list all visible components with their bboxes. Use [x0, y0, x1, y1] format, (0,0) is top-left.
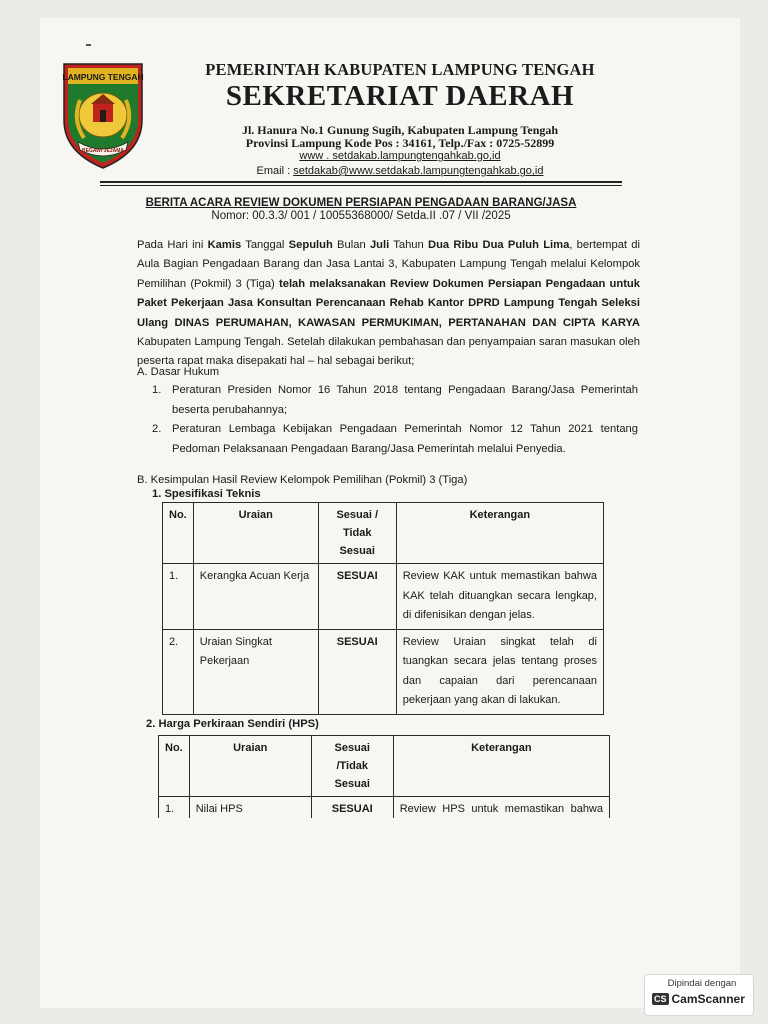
- email-link[interactable]: setdakab@www.setdakab.lampungtengahkab.go,id: [293, 165, 544, 177]
- intro-day: Kamis: [207, 239, 242, 251]
- legal-basis-item: [152, 420, 638, 459]
- col-keterangan: Keterangan: [393, 736, 609, 797]
- email-label: Email :: [256, 165, 294, 177]
- intro-text: Bulan: [332, 239, 370, 251]
- page-bottom-blank: [150, 818, 620, 1008]
- address-line-1: Jl. Hanura No.1 Gunung Sugih, Kabupaten Lampung Tengah: [241, 123, 559, 137]
- table-row: [163, 564, 604, 630]
- item-number: 1.: [152, 384, 162, 396]
- scanner-brand: [652, 992, 745, 1006]
- address-line-2: Provinsi Lampung Kode Pos : 34161, Telp./Fax : 0725-52899: [245, 136, 555, 150]
- table-header-row: [159, 736, 610, 797]
- emblem-motto: BEGAWI JEJAMA: [82, 148, 124, 154]
- website-link[interactable]: www . setdakab.lampungtengahkab.go,id: [299, 150, 501, 162]
- intro-text: , bertempat di Aula Bagian Pengadaan Barang dan Jasa Lantai 3, Kabupaten Lampung Tengah melalui Kelompok Pemilihan (Pokmil) 3 (Tiga): [137, 239, 640, 290]
- scanner-caption: Dipindai dengan: [667, 978, 737, 989]
- col-keterangan: Keterangan: [396, 503, 603, 564]
- technical-spec-table: [162, 502, 604, 715]
- cell-keterangan: Review KAK untuk memastikan bahwa KAK telah dituangkan secara lengkap, di difenisikan dengan jelas.: [396, 564, 603, 630]
- intro-text: Kabupaten Lampung Tengah. Setelah dilakukan pembahasan dan penyampaian saran masukan oleh peserta rapat maka disepakati hal – hal sebagai berikut;: [137, 336, 640, 368]
- col-no: No.: [163, 503, 194, 564]
- intro-year: Dua Ribu Dua Puluh Lima: [428, 239, 570, 251]
- subsection-hps: 2. Harga Perkiraan Sendiri (HPS): [146, 718, 319, 730]
- letterhead-rule-thin: [100, 185, 622, 186]
- intro-text: Pada Hari ini: [137, 239, 208, 251]
- col-uraian: Uraian: [189, 736, 311, 797]
- government-name: PEMERINTAH KABUPATEN LAMPUNG TENGAH: [205, 60, 595, 79]
- document-title: BERITA ACARA REVIEW DOKUMEN PERSIAPAN PENGADAAN BARANG/JASA: [145, 197, 577, 209]
- section-b-heading: B. Kesimpulan Hasil Review Kelompok Pemilihan (Pokmil) 3 (Tiga): [137, 474, 468, 486]
- camscanner-logo-icon: CS: [654, 994, 667, 1004]
- scanner-brand-name: CamScanner: [671, 992, 745, 1006]
- cell-status: SESUAI: [318, 629, 396, 714]
- intro-month: Juli: [369, 239, 390, 251]
- email-line: [180, 165, 620, 177]
- office-address: [180, 124, 620, 150]
- col-status: Sesuai / Tidak Sesuai: [318, 503, 396, 564]
- emblem-top-text: LAMPUNG TENGAH: [62, 72, 144, 82]
- cell-uraian: Nilai HPS: [189, 797, 311, 843]
- item-text: Peraturan Lembaga Kebijakan Pengadaan Pemerintah Nomor 12 Tahun 2021 tentang Pedoman Pelaksanaan Pengadaan Barang/Jasa Pemerintah melalui Penyedia.: [172, 423, 638, 455]
- table-row: [163, 629, 604, 714]
- subsection-technical-spec: 1. Spesifikasi Teknis: [152, 488, 261, 500]
- intro-bold-statement: telah melaksanakan Review Dokumen Persiapan Pengadaan untuk Paket Pekerjaan Jasa Konsultan Perencanaan Rehab Kantor DPRD Lampung Tengah Seleksi Ulang DINAS PERUMAHAN, KAWASAN PERMUKIMAN, PERTANAHAN DAN CIPTA KARYA: [137, 277, 640, 329]
- cell-status: SESUAI: [318, 564, 396, 630]
- cell-keterangan: Review HPS untuk memastikan bahwa: [393, 797, 609, 843]
- cell-no: 1.: [163, 564, 194, 630]
- intro-text: Tahun: [389, 239, 428, 251]
- website-line: [180, 150, 620, 162]
- cell-no: 2.: [163, 629, 194, 714]
- lampung-tengah-emblem: [62, 60, 144, 170]
- col-uraian: Uraian: [193, 503, 318, 564]
- scan-speck: [86, 44, 91, 46]
- cell-no: 1.: [159, 797, 190, 843]
- letterhead-rule-thick: [100, 181, 622, 183]
- intro-text: Tanggal: [241, 239, 289, 251]
- legal-basis-item: [152, 381, 638, 420]
- cell-uraian: Uraian Singkat Pekerjaan: [193, 629, 318, 714]
- col-no: No.: [159, 736, 190, 797]
- item-text: Peraturan Presiden Nomor 16 Tahun 2018 tentang Pengadaan Barang/Jasa Pemerintah beserta perubahannya;: [172, 384, 638, 416]
- document-number: Nomor: 00.3.3/ 001 / 10055368000/ Setda.II .07 / VII /2025: [211, 210, 511, 222]
- intro-paragraph: [137, 236, 640, 372]
- col-status: Sesuai /Tidak Sesuai: [311, 736, 393, 797]
- section-a-heading: A. Dasar Hukum: [137, 366, 220, 378]
- cell-uraian: Kerangka Acuan Kerja: [193, 564, 318, 630]
- cell-status: SESUAI: [311, 797, 393, 843]
- table-header-row: [163, 503, 604, 564]
- cell-keterangan: Review Uraian singkat telah di tuangkan secara jelas tentang proses dan capaian dari perencanaan pekerjaan yang akan di lakukan.: [396, 629, 603, 714]
- office-name: SEKRETARIAT DAERAH: [225, 80, 575, 112]
- intro-date: Sepuluh: [288, 239, 333, 251]
- item-number: 2.: [152, 423, 162, 435]
